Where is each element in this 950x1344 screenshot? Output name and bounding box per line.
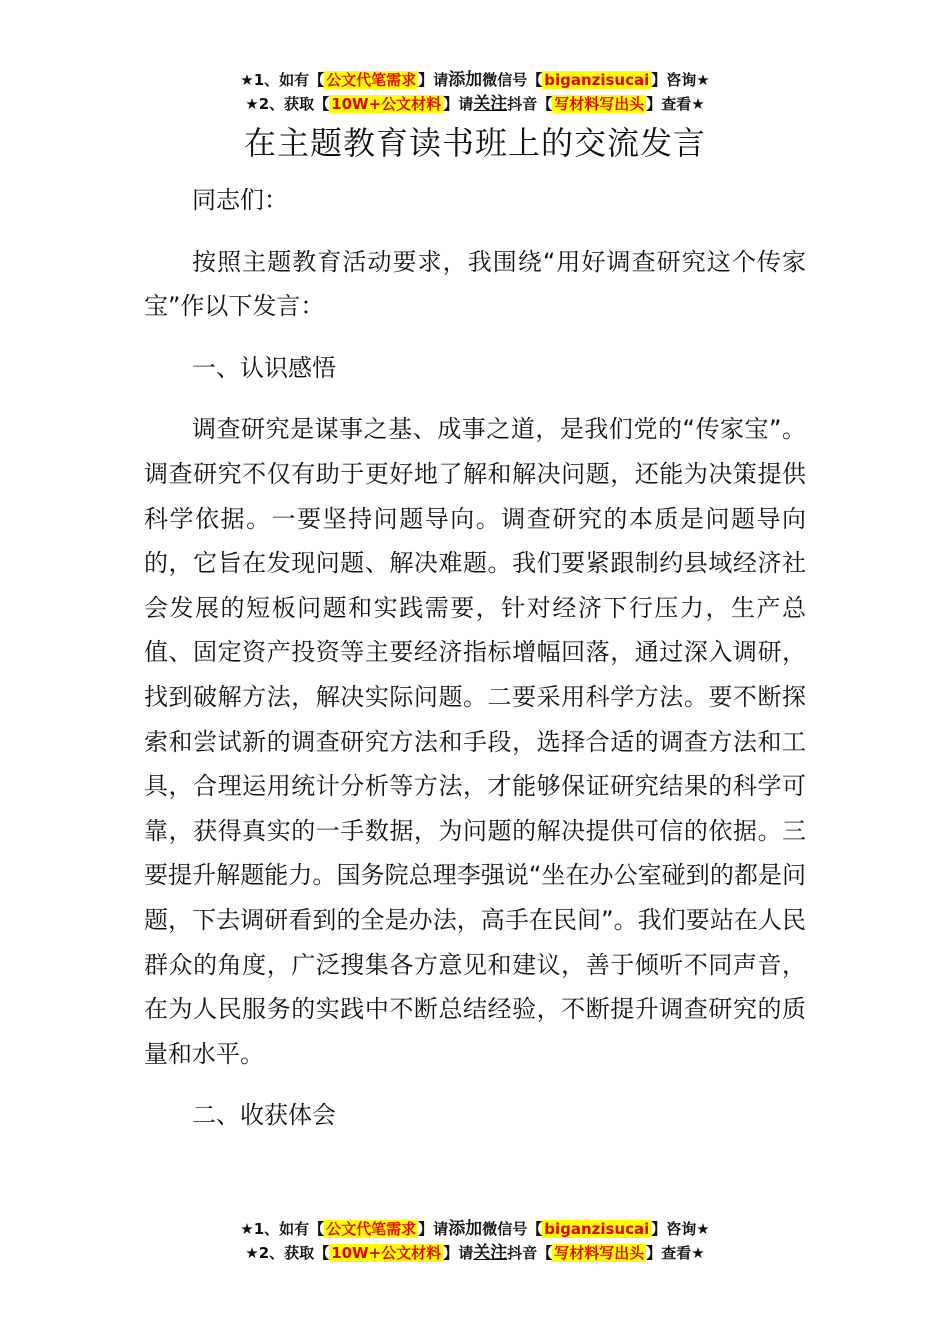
intro-paragraph: 按照主题教育活动要求，我围绕“用好调查研究这个传家宝”作以下发言： [144,247,806,321]
notice-highlight: 10W+公文材料 [331,95,442,113]
section-1-heading: 一、认识感悟 [192,353,336,382]
notice-highlight: 公文代笔需求 [326,1220,417,1238]
salutation: 同志们： [192,186,288,214]
notice-douyin-id: 写材料写出头 [554,1244,645,1262]
notice-emphasis: 关注 [473,94,508,114]
notice-text: 】请 [443,1244,474,1262]
footer-notice [0,1217,950,1265]
section-1-body: 调查研究是谋事之基、成事之道，是我们党的“传家宝”。调查研究不仅有助于更好地了解和解决问题，还能为决策提供科学依据。一要坚持问题导向。调查研究的本质是问题导向的，它旨在发现问题、解决难题。我们要紧跟制约县域经济社会发展的短板问题和实践需要，针对经济下行压力，生产总值、固定资产投资等主要经济指标增幅回落，通过深入调研，找到破解方法，解决实际问题。二要采用科学方法。要不断探索和尝试新的调查研究方法和手段，选择合适的调查方法和工具，合理运用统计分析等方法，才能够保证研究结果的科学可靠，获得真实的一手数据，为问题的解决提供可信的依据。三要提升解题能力。国务院总理李强说“坐在办公室碰到的都是问题，下去调研看到的全是办法，高手在民间”。我们要站在人民群众的角度，广泛搜集各方意见和建议，善于倾听不同声音，在为人民服务的实践中不断总结经验，不断提升调查研究的质量和水平。 [144,415,806,1068]
notice-text: 微信号【 [482,1220,543,1238]
document-body [144,178,806,1138]
notice-text: 】咨询★ [651,71,710,89]
notice-emphasis: 关注 [473,1243,508,1263]
notice-wechat-id: biganzisucai [544,1220,650,1238]
notice-text: 】查看★ [646,95,705,113]
notice-text: 微信号【 [482,71,543,89]
notice-text: 】咨询★ [651,1220,710,1238]
header-notice [0,68,950,116]
notice-text: 】请 [418,71,449,89]
footer-notice-line-2 [0,1241,950,1265]
notice-douyin-id: 写材料写出头 [554,95,645,113]
header-notice-line-1 [0,68,950,92]
notice-wechat-id: biganzisucai [544,71,650,89]
section-2-heading: 二、收获体会 [192,1101,336,1130]
header-notice-line-2 [0,92,950,116]
notice-text: 】请 [443,95,474,113]
notice-text: ★2、获取【 [245,95,330,113]
notice-text: ★2、获取【 [245,1244,330,1262]
notice-text: 】查看★ [646,1244,705,1262]
notice-text: ★1、如有【 [240,71,325,89]
notice-highlight: 10W+公文材料 [331,1244,442,1262]
notice-highlight: 公文代笔需求 [326,71,417,89]
notice-text: 】请 [418,1220,449,1238]
notice-text: 抖音【 [507,95,553,113]
footer-notice-line-1 [0,1217,950,1241]
document-title: 在主题教育读书班上的交流发言 [243,124,706,162]
notice-text: ★1、如有【 [240,1220,325,1238]
notice-emphasis: 添加 [448,1219,483,1239]
notice-text: 抖音【 [507,1244,553,1262]
notice-emphasis: 添加 [448,70,483,90]
